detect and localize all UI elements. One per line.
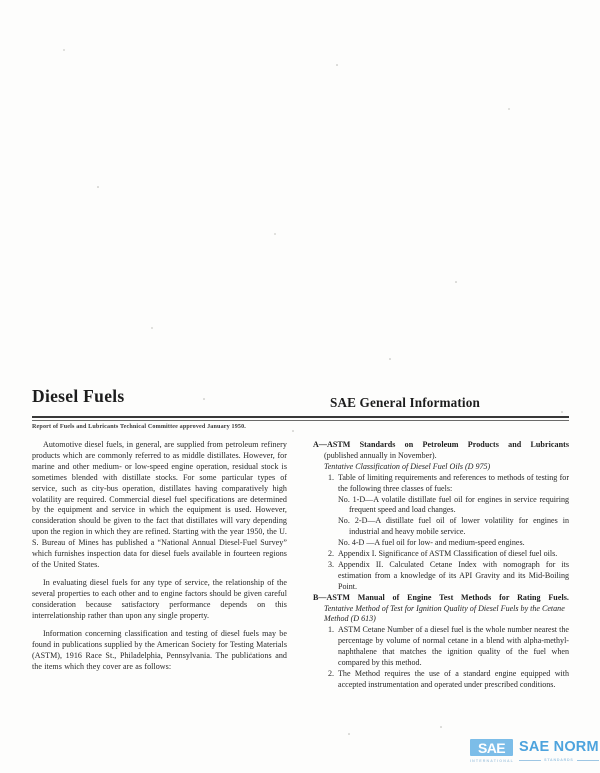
list-item — [313, 473, 569, 549]
article — [32, 388, 569, 691]
section-heading: B—ASTM Manual of Engine Test Methods for Rating Fuels. — [313, 592, 569, 602]
paragraph: Information concerning classification and testing of diesel fuels may be found in publications supplied by the American Society for Testing Materials (ASTM), 1916 Race St., Philadelphia, Pennsylvania. The publications and the items which they cover are as follows: — [32, 629, 287, 672]
left-column — [32, 440, 287, 691]
scan-speckle — [455, 281, 457, 283]
list-item-subline: No. 2-D—A distillate fuel oil of lower volatility for engines in industrial and heavy mobile service. — [338, 516, 569, 537]
list-item-number: 1. — [327, 625, 334, 635]
section-a-items — [313, 473, 569, 593]
sae-international-label: INTERNATIONAL — [470, 759, 515, 763]
list-item-subline: No. 4-D —A fuel oil for low- and medium-speed engines. — [338, 538, 525, 548]
masthead — [32, 388, 569, 412]
scan-speckle — [97, 186, 99, 188]
list-item-number: 2. — [327, 669, 334, 679]
masthead-rule-thin — [32, 420, 569, 421]
tagline-rule-right — [577, 760, 599, 761]
scan-speckle — [440, 726, 442, 728]
list-item-number: 2. — [327, 549, 334, 559]
list-item — [313, 625, 569, 669]
right-column — [313, 440, 569, 691]
list-item-text: Table of limiting requirements and references to methods of testing for the following three classes of fuels: — [338, 472, 569, 493]
sae-badge-label: SAE — [478, 739, 505, 756]
sae-tagline: STANDARDS — [544, 758, 574, 762]
sae-norm-logo — [470, 739, 599, 769]
list-item-text: ASTM Cetane Number of a diesel fuel is the whole number nearest the percentage by volume of normal cetane in a blend with alpha-methyl-naphthalene that matches the ignition quality of the fuel when compared by this method. — [338, 625, 569, 668]
section-heading: A—ASTM Standards on Petroleum Products and Lubricants — [313, 439, 569, 449]
section-b — [313, 593, 569, 691]
list-item-text: The Method requires the use of a standard engine equipped with accepted instrumentation and operated under prescribed conditions. — [338, 669, 569, 689]
scan-speckle — [336, 64, 338, 66]
list-item — [313, 549, 569, 560]
scan-speckle — [63, 49, 65, 51]
sae-wordmark: SAE NORM — [519, 739, 599, 755]
section-standard-title: Tentative Classification of Diesel Fuel Oils (D 975) — [324, 461, 491, 471]
scan-speckle — [348, 733, 350, 735]
section-standard-title: Tentative Method of Test for Ignition Quality of Diesel Fuels by the Cetane Method (D 613) — [324, 603, 565, 624]
sae-wordmark-group — [519, 739, 599, 762]
list-item-number: 1. — [327, 472, 334, 482]
sae-badge-group — [470, 739, 513, 763]
page-title: Diesel Fuels — [32, 386, 125, 406]
tagline-rule-left — [519, 760, 541, 761]
list-item-text: Appendix II. Calculated Cetane Index with nomograph for its estimation from a knowledge of its API Gravity and its Mid-Boiling Point. — [338, 559, 569, 591]
masthead-rule-thick — [32, 416, 569, 418]
section-subheading: (published annually in November). — [324, 450, 437, 460]
scan-speckle — [151, 327, 153, 329]
scan-speckle — [389, 358, 391, 360]
list-item — [313, 560, 569, 593]
sae-badge-icon — [470, 739, 513, 756]
section-b-items — [313, 625, 569, 690]
committee-byline: Report of Fuels and Lubricants Technical Committee approved January 1950. — [32, 423, 246, 430]
list-item-number: 3. — [327, 559, 334, 569]
section-a — [313, 440, 569, 593]
scan-speckle — [274, 233, 276, 235]
section-title: SAE General Information — [330, 395, 480, 410]
list-item — [313, 669, 569, 691]
list-item-text: Appendix I. Significance of ASTM Classification of diesel fuel oils. — [338, 549, 558, 559]
sae-tagline-row — [519, 758, 599, 762]
scan-speckle — [508, 108, 510, 110]
list-item-subline: No. 1-D—A volatile distillate fuel oil for engines in service requiring frequent speed and load changes. — [338, 494, 569, 515]
body-columns — [32, 440, 569, 691]
paragraph: In evaluating diesel fuels for any type of service, the relationship of the several properties to each other and to engine factors should be given careful consideration because satisfactory performance depends on this interrelationship rather than upon any single property. — [32, 578, 287, 621]
paragraph: Automotive diesel fuels, in general, are supplied from petroleum refinery products which are commonly referred to as middle distillates. However, for marine and other medium- or low-speed engine operation, residual stock is sometimes blended with distillate stocks. For some particular types of service, such as city-bus operation, distillates having comparatively high volatility are required. Commercial diesel fuel specifications are determined by the equipment and service in which the equipment is used. However, consideration should be given to the fact that distillates will vary depending upon the region in which they are refined. Starting with the year 1950, the U. S. Bureau of Mines has published a “National Annual Diesel-Fuel Survey” which furnishes inspection data for diesel fuels available in fourteen regions of the United States. — [32, 439, 287, 569]
